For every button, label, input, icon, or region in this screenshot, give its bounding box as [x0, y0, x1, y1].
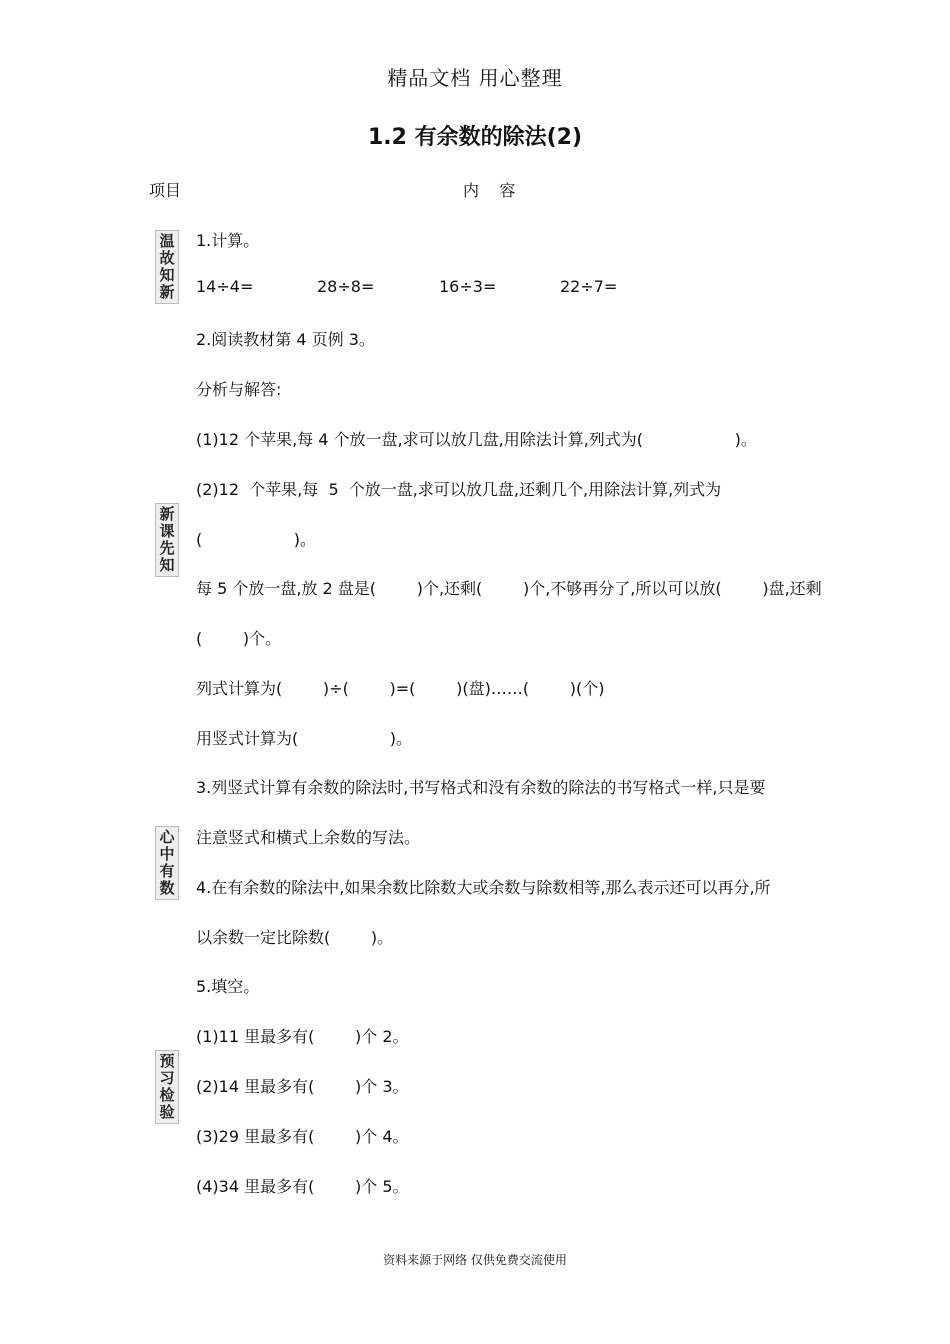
- section-label-check: 预习检验: [155, 1050, 179, 1124]
- text-line: (1)12 个苹果,每 4 个放一盘,求可以放几盘,用除法计算,列式为( )。: [196, 430, 757, 449]
- text-line: 用竖式计算为( )。: [196, 729, 413, 748]
- text-line: 列式计算为( )÷( )=( )(盘)……( )(个): [196, 679, 605, 698]
- column-header-content: 内 容: [463, 181, 516, 200]
- text-line: 每 5 个放一盘,放 2 盘是( )个,还剩( )个,不够再分了,所以可以放( )盘,还剩: [196, 579, 822, 598]
- page-title: 1.2 有余数的除法(2): [367, 125, 583, 150]
- text-line: 3.列竖式计算有余数的除法时,书写格式和没有余数的除法的书写格式一样,只是要: [196, 778, 766, 797]
- text-line: 4.在有余数的除法中,如果余数比除数大或余数与除数相等,那么表示还可以再分,所: [196, 878, 771, 897]
- section-label-preview: 新课先知: [155, 503, 179, 577]
- text-line: 2.阅读教材第 4 页例 3。: [196, 330, 375, 349]
- text-line: ( )个。: [196, 629, 282, 648]
- calc-item: 28÷8=: [317, 277, 375, 296]
- text-line: (2)12 个苹果,每 5 个放一盘,求可以放几盘,还剩几个,用除法计算,列式为: [196, 480, 722, 499]
- page-header: 精品文档 用心整理: [387, 66, 563, 90]
- text-line: 5.填空。: [196, 977, 260, 996]
- calc-item: 16÷3=: [439, 277, 497, 296]
- section-label-review: 温故知新: [155, 230, 179, 304]
- text-line: (1)11 里最多有( )个 2。: [196, 1027, 409, 1046]
- column-header-item: 项目: [149, 181, 182, 200]
- text-line: ( )。: [196, 530, 317, 549]
- text-line: 注意竖式和横式上余数的写法。: [196, 828, 421, 847]
- text-line: (3)29 里最多有( )个 4。: [196, 1127, 409, 1146]
- page-footer: 资料来源于网络 仅供免费交流使用: [383, 1253, 567, 1267]
- text-line: (4)34 里最多有( )个 5。: [196, 1177, 409, 1196]
- section-label-keypoints: 心中有数: [155, 826, 179, 900]
- text-line: 以余数一定比除数( )。: [196, 928, 394, 947]
- calc-item: 22÷7=: [560, 277, 618, 296]
- text-line: 1.计算。: [196, 231, 260, 250]
- text-line: (2)14 里最多有( )个 3。: [196, 1077, 409, 1096]
- text-line: 分析与解答:: [196, 380, 282, 399]
- calc-item: 14÷4=: [196, 277, 254, 296]
